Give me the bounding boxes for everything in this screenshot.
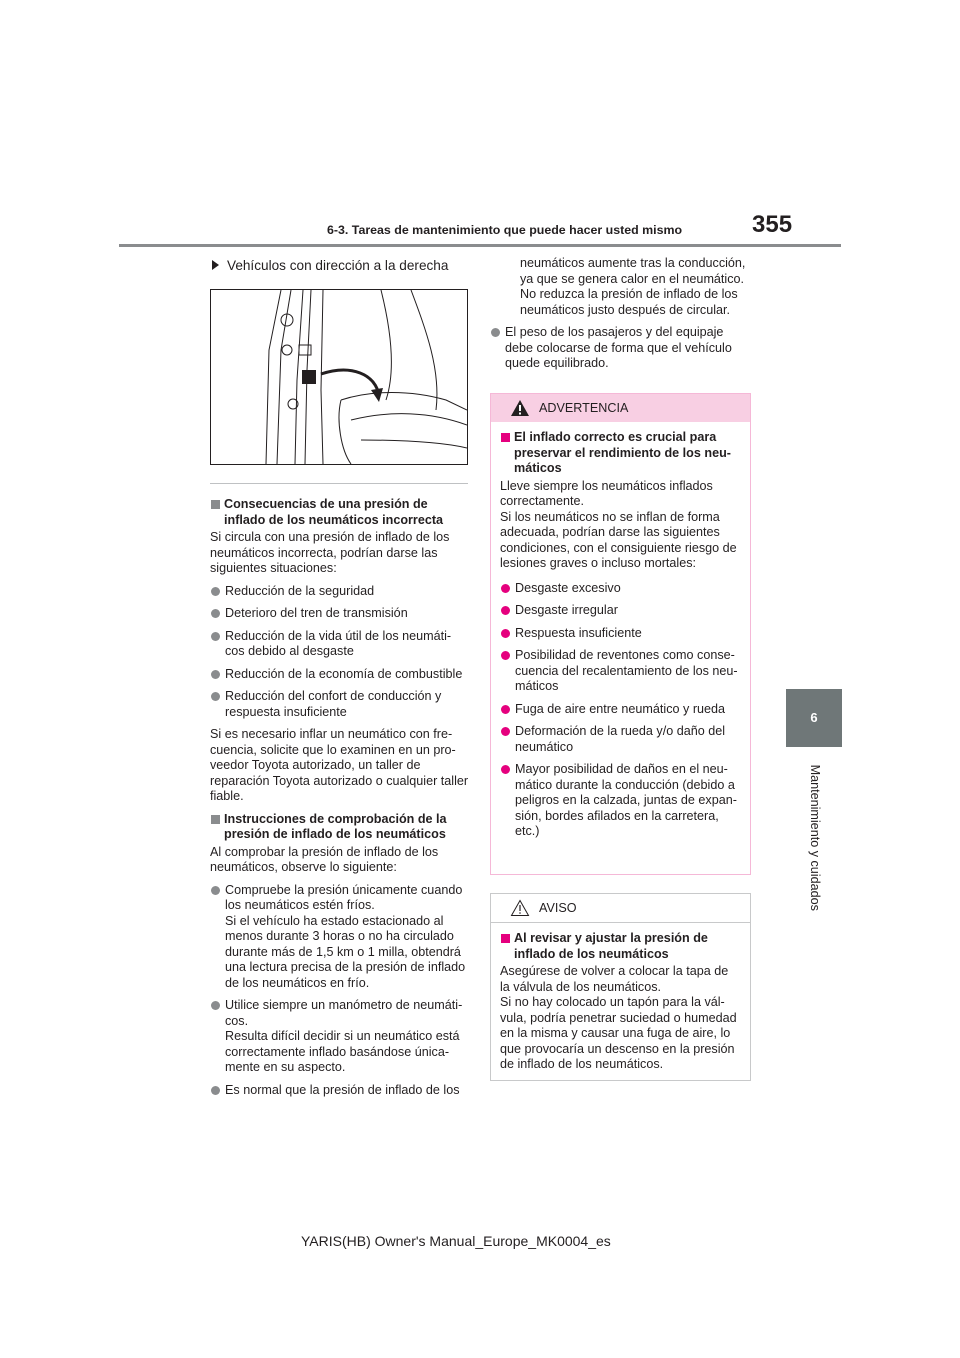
section-heading: Al revisar y ajustar la presión de inflado de los neumáticos <box>500 931 741 962</box>
round-bullet-icon <box>211 587 220 596</box>
warning-box <box>490 393 751 875</box>
round-bullet-icon <box>491 328 500 337</box>
square-bullet-icon <box>211 815 220 824</box>
warning-triangle-icon <box>510 399 530 417</box>
chapter-label: Mantenimiento y cuidados <box>807 764 822 911</box>
round-bullet-icon <box>501 606 510 615</box>
tire-label-illustration <box>210 289 468 465</box>
square-bullet-icon <box>211 500 220 509</box>
paragraph: Asegúrese de volver a colocar la tapa de la válvula de los neumáticos. Si no hay colocado un tapón para la vál-vula, podría penetrar suciedad o humedad en la misma y causar una fuga de aire, lo que provocaría un descenso en la presión de inflado de los neumáticos. <box>500 964 737 1071</box>
list-item: Reducción de la vida útil de los neumáti-cos debido al desgaste <box>210 629 470 660</box>
square-bullet-icon <box>501 934 510 943</box>
footer-manual-id: YARIS(HB) Owner's Manual_Europe_MK0004_es <box>301 1233 611 1249</box>
list-item: Respuesta insuficiente <box>500 626 741 642</box>
warning-header <box>491 394 750 422</box>
list-item: Fuga de aire entre neumático y rueda <box>500 702 741 718</box>
list-item: Posibilidad de reventones como conse-cuencia del recalentamiento de los neu-máticos <box>500 648 741 695</box>
warning-title: ADVERTENCIA <box>539 401 629 415</box>
list-item: Es normal que la presión de inflado de los <box>210 1083 470 1099</box>
triangle-bullet-icon <box>212 260 219 270</box>
list-item: Deterioro del tren de transmisión <box>210 606 470 622</box>
round-bullet-icon <box>211 1086 220 1095</box>
round-bullet-icon <box>501 651 510 660</box>
section-heading: Instrucciones de comprobación de la presión de inflado de los neumáticos <box>210 812 470 843</box>
list-item: El peso de los pasajeros y del equipaje debe colocarse de forma que el vehículo quede equilibrado. <box>490 325 750 372</box>
header-rule <box>119 244 841 247</box>
round-bullet-icon <box>501 705 510 714</box>
left-column <box>210 257 470 1105</box>
round-bullet-icon <box>501 765 510 774</box>
section-heading: Consecuencias de una presión de inflado de los neumáticos incorrecta <box>210 497 470 528</box>
chapter-tab[interactable]: 6 <box>786 689 842 747</box>
round-bullet-icon <box>211 1001 220 1010</box>
section-title: 6-3. Tareas de mantenimiento que puede hacer usted mismo <box>327 223 683 237</box>
round-bullet-icon <box>501 629 510 638</box>
figure-rule <box>210 483 468 484</box>
notice-box <box>490 893 751 1081</box>
paragraph: Si es necesario inflar un neumático con fre-cuencia, solicite que lo examinen en un pro-veedor Toyota autorizado, un taller de reparación Toyota autorizado o cualquier taller fiable. <box>210 727 469 803</box>
paragraph: Lleve siempre los neumáticos inflados correctamente. Si los neumáticos no se inflan de forma adecuada, podrían darse las siguientes condiciones, con el consiguiente riesgo de lesiones graves o incluso mortales: <box>500 478 737 570</box>
list-item: Desgaste irregular <box>500 603 741 619</box>
round-bullet-icon <box>211 886 220 895</box>
paragraph: Al comprobar la presión de inflado de los neumáticos, observe lo siguiente: <box>210 844 439 874</box>
list-item: Utilice siempre un manómetro de neumáti-cos. Resulta difícil decidir si un neumático está correctamente inflado basándose única-mente en su aspecto. <box>210 998 470 1076</box>
door-pillar-drawing <box>211 290 467 464</box>
round-bullet-icon <box>501 584 510 593</box>
caution-outline-triangle-icon <box>510 899 530 917</box>
notice-title: AVISO <box>539 901 577 915</box>
round-bullet-icon <box>211 609 220 618</box>
paragraph: Si circula con una presión de inflado de los neumáticos incorrecta, podrían darse las siguientes situaciones: <box>210 530 450 575</box>
page-number: 355 <box>752 211 793 238</box>
paragraph-continued: neumáticos aumente tras la conducción, ya que se genera calor en el neumático. No reduzca la presión de inflado de los neumáticos justo después de circular. <box>520 256 746 317</box>
list-item: Mayor posibilidad de daños en el neu-mático durante la conducción (debido a peligros en la calzada, juntas de expan-sión, bordes afilados en la carretera, etc.) <box>500 762 741 840</box>
list-item: Reducción de la economía de combustible <box>210 667 470 683</box>
subheading: Vehículos con dirección a la derecha <box>210 257 470 275</box>
round-bullet-icon <box>211 670 220 679</box>
list-item: Deformación de la rueda y/o daño del neumático <box>500 724 741 755</box>
round-bullet-icon <box>211 632 220 641</box>
list-item: Compruebe la presión únicamente cuando los neumáticos estén fríos. Si el vehículo ha estado estacionado al menos durante 3 horas o no ha circulado durante más de 1,5 km o 1 milla, obtendrá una lectura precisa de la presión de inflado de los neumáticos en frío. <box>210 883 470 992</box>
list-item: Reducción de la seguridad <box>210 584 470 600</box>
notice-header <box>491 894 750 923</box>
right-column <box>505 256 750 379</box>
list-item: Reducción del confort de conducción y respuesta insuficiente <box>210 689 470 720</box>
round-bullet-icon <box>211 692 220 701</box>
square-bullet-icon <box>501 433 510 442</box>
list-item: Desgaste excesivo <box>500 581 741 597</box>
round-bullet-icon <box>501 727 510 736</box>
section-heading: El inflado correcto es crucial para preservar el rendimiento de los neu-máticos <box>500 430 741 477</box>
